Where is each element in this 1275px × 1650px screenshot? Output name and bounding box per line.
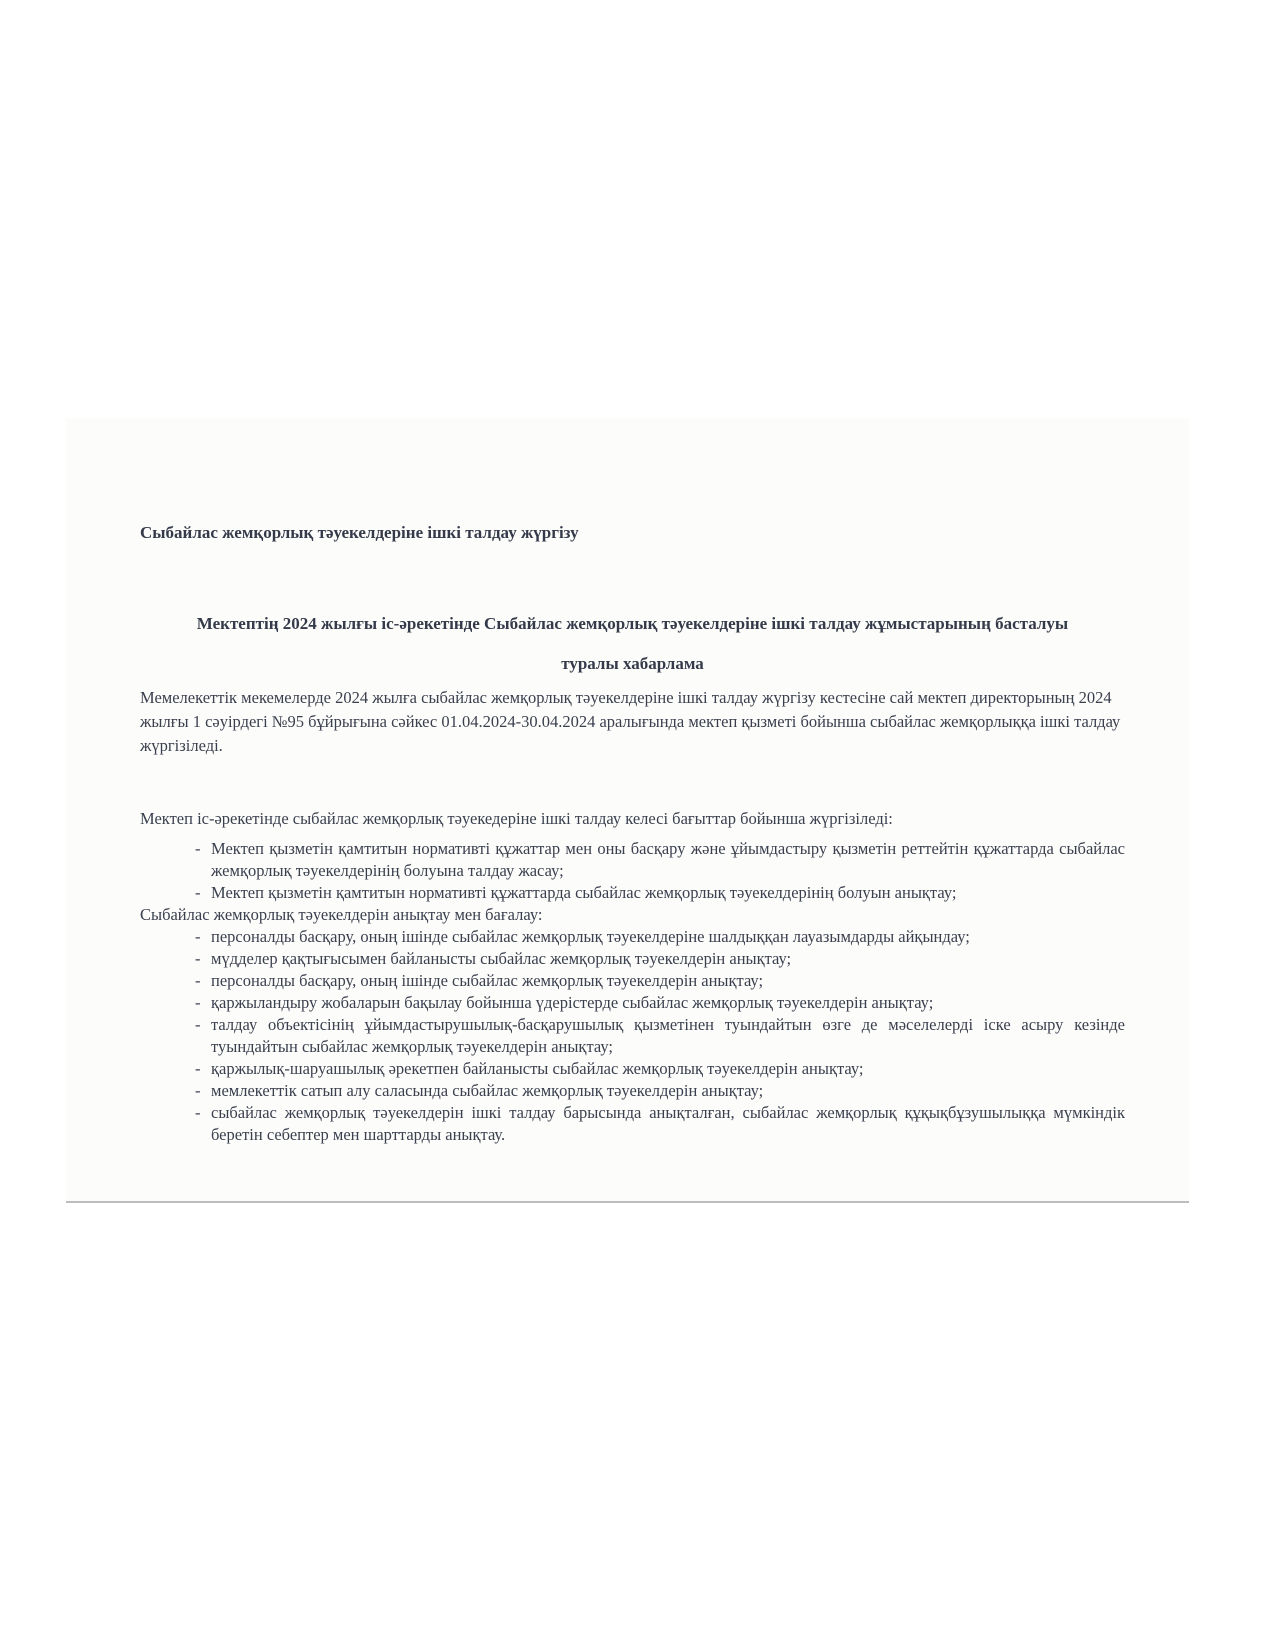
- list-item: [195, 838, 1125, 882]
- directions-list: [140, 838, 1125, 904]
- list-item-text: персоналды басқару, оның ішінде сыбайлас жемқорлық тәуекелдерін анықтау;: [211, 971, 764, 990]
- document-heading: Сыбайлас жемқорлық тәуекелдеріне ішкі талдау жүргізу: [140, 523, 579, 542]
- list-item-text: Мектеп қызметін қамтитын нормативті құжаттар мен оны басқару және ұйымдастыру қызметін реттейтін құжаттарда сыбайлас жемқорлық тәуекелдерінің болуына талдау жасау;: [211, 839, 1125, 880]
- list-item-text: персоналды басқару, оның ішінде сыбайлас жемқорлық тәуекелдеріне шалдыққан лауазымдарды айқындау;: [211, 927, 970, 946]
- notice-title-line-1: Мектептің 2024 жылғы іс-әрекетінде Сыбайлас жемқорлық тәуекелдеріне ішкі талдау жұмыстарының басталуы: [196, 614, 1069, 633]
- dash-marker: -: [195, 993, 201, 1012]
- dash-marker: -: [195, 883, 201, 902]
- list-item: [195, 970, 1125, 992]
- list-item-text: талдау объектісінің ұйымдастырушылық-басқарушылық қызметінен туындайтын өзге де мәселелерді іске асыру кезінде туындайтын сыбайлас жемқорлық тәуекелдерін анықтау;: [211, 1015, 1125, 1056]
- assessment-list: [140, 926, 1125, 1146]
- notice-title-line-2: туралы хабарлама: [561, 654, 704, 673]
- list-item: [195, 992, 1125, 1014]
- dash-marker: -: [195, 971, 201, 990]
- list-item: [195, 1102, 1125, 1146]
- list-item: [195, 1058, 1125, 1080]
- list-item-text: сыбайлас жемқорлық тәуекелдерін ішкі талдау барысында анықталған, сыбайлас жемқорлық құқықбұзушылыққа мүмкіндік беретін себептер мен шарттарды анықтау.: [211, 1103, 1125, 1144]
- list-item: [195, 882, 1125, 904]
- list-item-text: мүдделер қақтығысымен байланысты сыбайлас жемқорлық тәуекелдерін анықтау;: [211, 949, 792, 968]
- list-item-text: мемлекеттік сатып алу саласында сыбайлас жемқорлық тәуекелдерін анықтау;: [211, 1081, 764, 1100]
- directions-lead: Мектеп іс-әрекетінде сыбайлас жемқорлық тәуекедеріне ішкі талдау келесі бағыттар бойынша жүргізіледі:: [140, 809, 893, 828]
- intro-paragraph: Мемелекеттік мекемелерде 2024 жылға сыбайлас жемқорлық тәуекелдеріне ішкі талдау жүргізу кестесіне сай мектеп директорының 2024 жылғы 1 сәуірдегі №95 бұйрығына сәйкес 01.04.2024-30.04.2024 аралығында мектеп қызметі бойынша сыбайлас жемқорлыққа ішкі талдау жүргізіледі.: [140, 688, 1121, 755]
- list-item-text: Мектеп қызметін қамтитын нормативті құжаттарда сыбайлас жемқорлық тәуекелдерінің болуын анықтау;: [211, 883, 957, 902]
- dash-marker: -: [195, 927, 201, 946]
- list-item: [195, 948, 1125, 970]
- assessment-heading: Сыбайлас жемқорлық тәуекелдерін анықтау мен бағалау:: [140, 905, 543, 924]
- scan-bottom-edge: [66, 1201, 1189, 1203]
- document-body: [140, 522, 1125, 1146]
- dash-marker: -: [195, 1103, 201, 1122]
- dash-marker: -: [195, 839, 201, 858]
- notice-title: [140, 604, 1125, 684]
- dash-marker: -: [195, 1015, 201, 1034]
- list-item: [195, 1080, 1125, 1102]
- list-item: [195, 1014, 1125, 1058]
- list-item-text: қаржылық-шаруашылық әрекетпен байланысты сыбайлас жемқорлық тәуекелдерін анықтау;: [211, 1059, 864, 1078]
- dash-marker: -: [195, 1059, 201, 1078]
- dash-marker: -: [195, 949, 201, 968]
- dash-marker: -: [195, 1081, 201, 1100]
- list-item: [195, 926, 1125, 948]
- list-item-text: қаржыландыру жобаларын бақылау бойынша үдерістерде сыбайлас жемқорлық тәуекелдерін анықтау;: [211, 993, 934, 1012]
